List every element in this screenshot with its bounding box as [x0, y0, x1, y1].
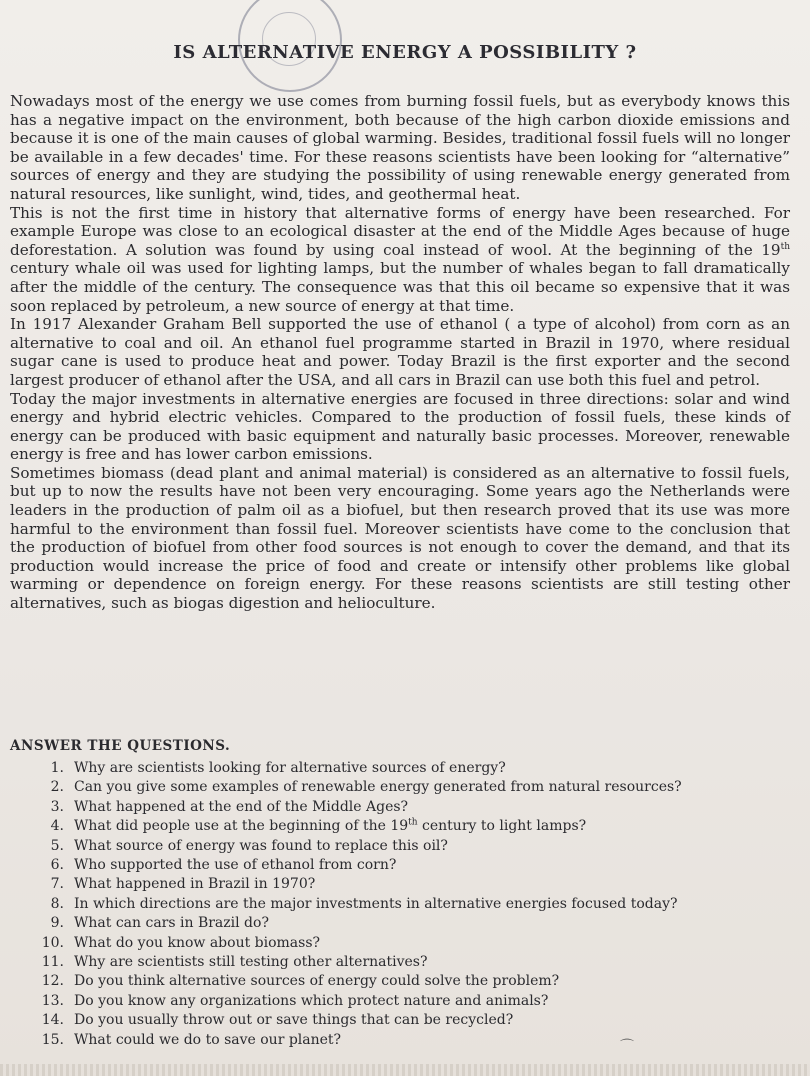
question-item [32, 798, 752, 817]
question-item [32, 895, 752, 914]
paragraph-2 [10, 204, 790, 316]
question-number: 7. [50, 876, 64, 893]
question-item [32, 953, 752, 972]
torn-bottom-edge [0, 1064, 810, 1076]
questions-heading: ANSWER THE QUESTIONS. [10, 738, 231, 754]
question-text: What can cars in Brazil do? [74, 915, 269, 932]
paragraph-1: Nowadays most of the energy we use comes from burning fossil fuels, but as everybody knows this has a negative impact on the environment, both because of the high carbon dioxide emissions and because it is one of the main causes of global warming. Besides, traditional fossil fuels will no longer be available in a few decades' time. For these reasons scientists have been looking for “alternative” sources of energy and they are studying the possibility of using renewable energy generated from natural resources, like sunlight, wind, tides, and geothermal heat. [10, 92, 790, 203]
question-number: 4. [50, 818, 64, 835]
question-number: 10. [41, 934, 64, 951]
pen-mark: ⌒ [620, 1039, 634, 1055]
question-number: 5. [50, 837, 64, 854]
question-number: 9. [50, 915, 64, 932]
question-text: Can you give some examples of renewable energy generated from natural resources? [74, 779, 682, 796]
question-text: Why are scientists looking for alternative sources of energy? [74, 760, 506, 776]
question-item [32, 934, 752, 953]
question-text: Do you think alternative sources of energy could solve the problem? [74, 973, 560, 990]
question-item [32, 1031, 752, 1050]
paragraph-4: Today the major investments in alternative energies are focused in three directions: solar and wind energy and hybrid electric vehicles. Compared to the production of fossil fuels, these kinds of energy can be produced with basic equipment and naturally basic processes. Moreover, renewable energy is free and has lower carbon emissions. [10, 389, 790, 464]
question-text: What happened at the end of the Middle Ages? [74, 798, 409, 815]
question-number: 11. [41, 954, 64, 971]
question-item [32, 1011, 752, 1030]
paragraph-2-lead: This is not the first time in history that alternative forms of energy have been researched. For [10, 203, 790, 222]
article-body [10, 92, 790, 613]
question-item [32, 759, 752, 778]
superscript: th [780, 241, 790, 252]
question-item [32, 972, 752, 991]
question-text: Why are scientists still testing other alternatives? [74, 954, 428, 971]
question-number: 12. [41, 973, 64, 990]
question-number: 13. [41, 992, 64, 1009]
paragraph-5: Sometimes biomass (dead plant and animal material) is considered as an alternative to fossil fuels, but up to now the results have not been very encouraging. Some years ago the Netherlands were leaders in the production of palm oil as a biofuel, but then research proved that its use was more harmful to the environment than fossil fuel. Moreover scientists have come to the conclusion that the production of biofuel from other food sources is not enough to cover the demand, and that its production would increase the price of food and create or intensify other problems like global warming or dependence on foreign energy. For these reasons scientists are still testing other alternatives, such as biogas digestion and helioculture. [10, 463, 790, 613]
question-text: What happened in Brazil in 1970? [74, 876, 316, 893]
question-item [32, 856, 752, 875]
question-text: What do you know about biomass? [74, 934, 321, 951]
question-item [32, 778, 752, 797]
question-text: In which directions are the major investments in alternative energies focused today? [74, 895, 678, 912]
question-text [74, 817, 586, 836]
question-number: 15. [41, 1031, 64, 1048]
superscript: th [408, 817, 418, 828]
question-item [32, 914, 752, 933]
question-item [32, 875, 752, 894]
question-item [32, 817, 752, 836]
question-number: 8. [50, 895, 64, 912]
question-number: 1. [50, 760, 64, 776]
paragraph-2-body: example Europe was close to an ecological disaster at the end of the Middle Ages because of huge deforestation. A solution was found by using coal instead of wool. At the beginning of the 19 [10, 222, 790, 259]
question-text-part: What did people use at the beginning of the 19 [74, 818, 409, 835]
question-text: Do you know any organizations which protect nature and animals? [74, 992, 549, 1009]
question-text: What source of energy was found to replace this oil? [74, 837, 448, 854]
paragraph-3: In 1917 Alexander Graham Bell supported the use of ethanol ( a type of alcohol) from corn as an alternative to coal and oil. An ethanol fuel programme started in Brazil in 1970, where residual sugar cane is used to produce heat and power. Today Brazil is the first exporter and the second largest producer of ethanol after the USA, and all cars in Brazil can use both this fuel and petrol. [10, 315, 790, 389]
question-item [32, 992, 752, 1011]
question-number: 6. [50, 857, 64, 874]
question-text: Who supported the use of ethanol from corn? [74, 857, 397, 874]
document-title: IS ALTERNATIVE ENERGY A POSSIBILITY ? [173, 42, 637, 63]
question-number: 2. [50, 779, 64, 796]
question-item [32, 837, 752, 856]
question-number: 3. [50, 798, 64, 815]
question-text: Do you usually throw out or save things that can be recycled? [74, 1012, 514, 1029]
question-text-part: century to light lamps? [417, 818, 587, 835]
questions-list [32, 759, 752, 1050]
question-text: What could we do to save our planet? [74, 1031, 342, 1048]
question-number: 14. [41, 1012, 64, 1029]
paragraph-2-tail: century whale oil was used for lighting lamps, but the number of whales began to fall dramatically after the middle of the century. The consequence was that this oil became so expensive that it was soon replaced by petroleum, a new source of energy at that time. [10, 259, 790, 315]
